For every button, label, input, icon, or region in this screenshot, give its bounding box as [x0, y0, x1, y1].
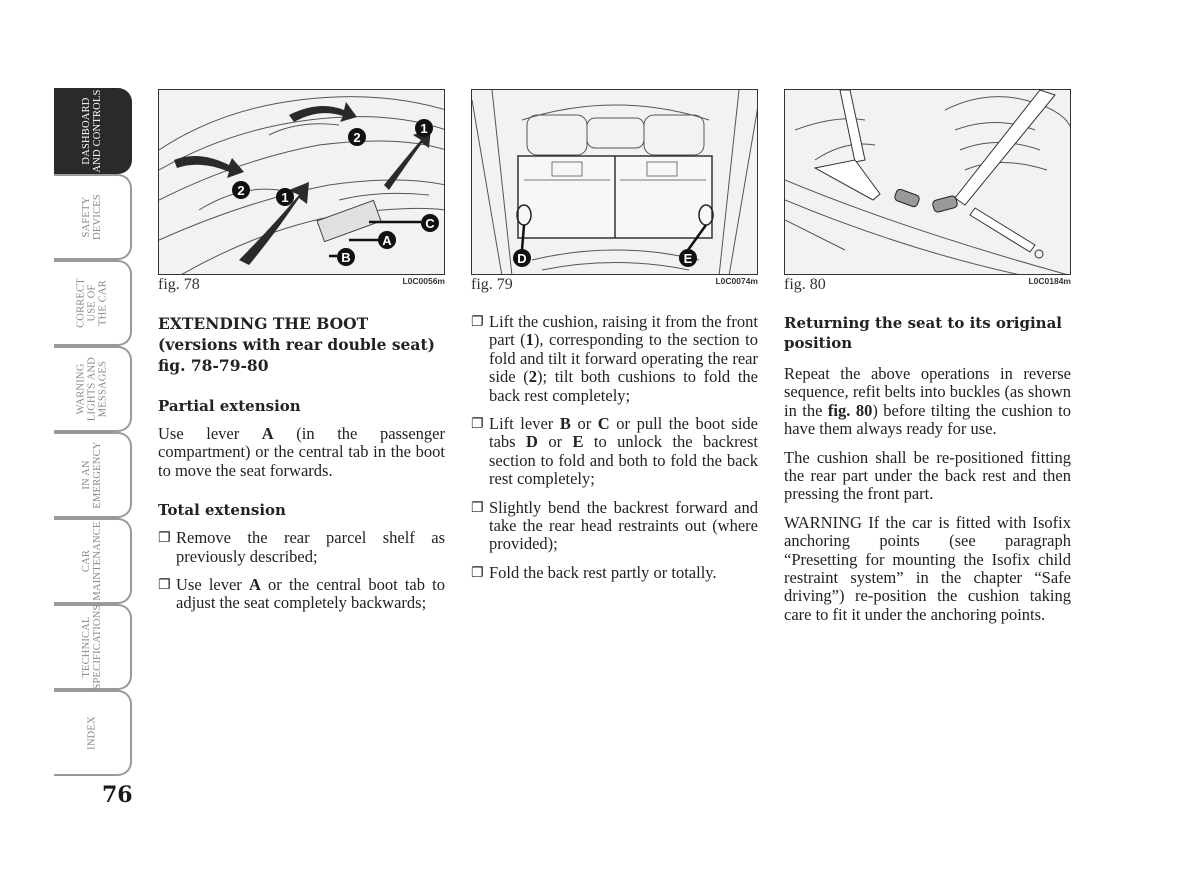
figure-code: L0C0184m [1028, 276, 1071, 286]
checkbox-bullet-icon: ❐ [158, 530, 171, 547]
checkbox-bullet-icon: ❐ [158, 577, 171, 594]
figure-80-seat-belt-illustration [784, 89, 1071, 275]
title-line-2: (versions with rear double seat) [158, 335, 435, 354]
returning-seat-heading: Returning the seat to its original position [784, 314, 1062, 352]
tab-correct-use[interactable] [54, 260, 132, 346]
list-item: ❐ Remove the rear parcel shelf as previously described; [158, 528, 445, 566]
figure-code: L0C0056m [402, 276, 445, 286]
callout-d [513, 249, 531, 267]
list-item: ❐ Lift the cushion, raising it from the front part (1), corresponding to the section to fold and tilt it forward operating the rear side (2); tilt both cushions to fold the back rest completely; [471, 312, 758, 405]
svg-text:2: 2 [353, 130, 361, 145]
svg-text:2: 2 [237, 183, 245, 198]
tab-car-maintenance[interactable] [54, 518, 132, 604]
callout-2-upper [348, 128, 366, 146]
tab-in-an-emergency[interactable] [54, 432, 132, 518]
svg-text:1: 1 [420, 121, 428, 136]
figure-78-caption [158, 276, 445, 294]
callout-1-upper [415, 119, 433, 137]
partial-extension-text: Use lever A (in the passenger compartment) or the central tab in the boot to move the seat forwards. [158, 424, 445, 480]
figure-label: fig. 79 [471, 276, 513, 293]
svg-text:B: B [341, 250, 351, 265]
section-title [158, 313, 445, 376]
total-extension-heading: Total extension [158, 501, 286, 520]
svg-text:1: 1 [281, 190, 289, 205]
svg-text:E: E [683, 251, 693, 266]
figure-79-caption [471, 276, 758, 294]
callout-c [421, 214, 439, 232]
list-item: ❐ Use lever A or the central boot tab to adjust the seat completely backwards; [158, 575, 445, 613]
callout-2-lower [232, 181, 250, 199]
tab-label: TECHNICAL SPECIFICATIONS [81, 604, 103, 690]
title-line-3: fig. 78-79-80 [158, 356, 269, 375]
callout-a [378, 231, 396, 249]
svg-text:C: C [425, 216, 435, 231]
chapter-tabs [54, 88, 132, 776]
tab-label: DASHBOARD AND CONTROLS [81, 89, 103, 173]
list-item: ❐ Fold the back rest partly or totally. [471, 562, 717, 582]
tab-dashboard-and-controls[interactable] [54, 88, 132, 174]
figure-79-boot-illustration [471, 89, 758, 275]
checkbox-bullet-icon: ❐ [471, 314, 484, 330]
list-item: ❐ Slightly bend the backrest forward and take the rear head restraints out (where provided); [471, 497, 758, 554]
page-number: 76 [102, 782, 133, 808]
svg-text:A: A [382, 233, 392, 248]
tab-label: IN AN EMERGENCY [81, 441, 103, 509]
text-column-2 [471, 313, 758, 592]
figure-78-rear-seat-illustration [158, 89, 445, 275]
tab-warning-lights[interactable] [54, 346, 132, 432]
tab-index[interactable] [54, 690, 132, 776]
warning-text: WARNING If the car is fitted with Isofix anchoring points (see paragraph “Presetting for mounting the Isofix child restraint system” in the chapter “Safe driving”) re-position the cushion taking care to fit it under the anchoring points. [784, 512, 1071, 624]
figure-code: L0C0074m [715, 276, 758, 286]
returning-seat-text: Repeat the above operations in reverse sequence, refit belts into buckles (as shown in the fig. 80) before tilting the cushion to have them always ready for use. [784, 364, 1071, 439]
text-column-1 [158, 313, 445, 623]
tab-safety-devices[interactable] [54, 174, 132, 260]
callout-1-lower [276, 188, 294, 206]
svg-text:D: D [517, 251, 527, 266]
tab-technical-specifications[interactable] [54, 604, 132, 690]
tab-label: SAFETY DEVICES [81, 194, 103, 240]
title-line-1: EXTENDING THE BOOT [158, 314, 369, 333]
checkbox-bullet-icon: ❐ [471, 416, 484, 433]
figure-label: fig. 78 [158, 276, 200, 293]
tab-label: CAR MAINTENANCE [81, 521, 103, 601]
callout-e [679, 249, 697, 267]
tab-label: WARNING LIGHTS AND MESSAGES [75, 356, 109, 422]
checkbox-bullet-icon: ❐ [471, 564, 484, 581]
tab-label: CORRECT USE OF THE CAR [75, 278, 109, 328]
list-item: ❐ Lift lever B or C or pull the boot side tabs D or E to unlock the backrest section to fold and both to fold the back rest completely; [471, 414, 759, 489]
figure-label: fig. 80 [784, 276, 826, 293]
partial-extension-heading: Partial extension [158, 397, 301, 415]
figure-80-caption [784, 276, 1071, 294]
callout-b [337, 248, 355, 266]
tab-label: INDEX [86, 716, 98, 750]
text-column-3 [784, 313, 1071, 634]
checkbox-bullet-icon: ❐ [471, 499, 484, 516]
cushion-text: The cushion shall be re-positioned fitting the rear part under the back rest and then pressing the front part. [784, 447, 1071, 504]
